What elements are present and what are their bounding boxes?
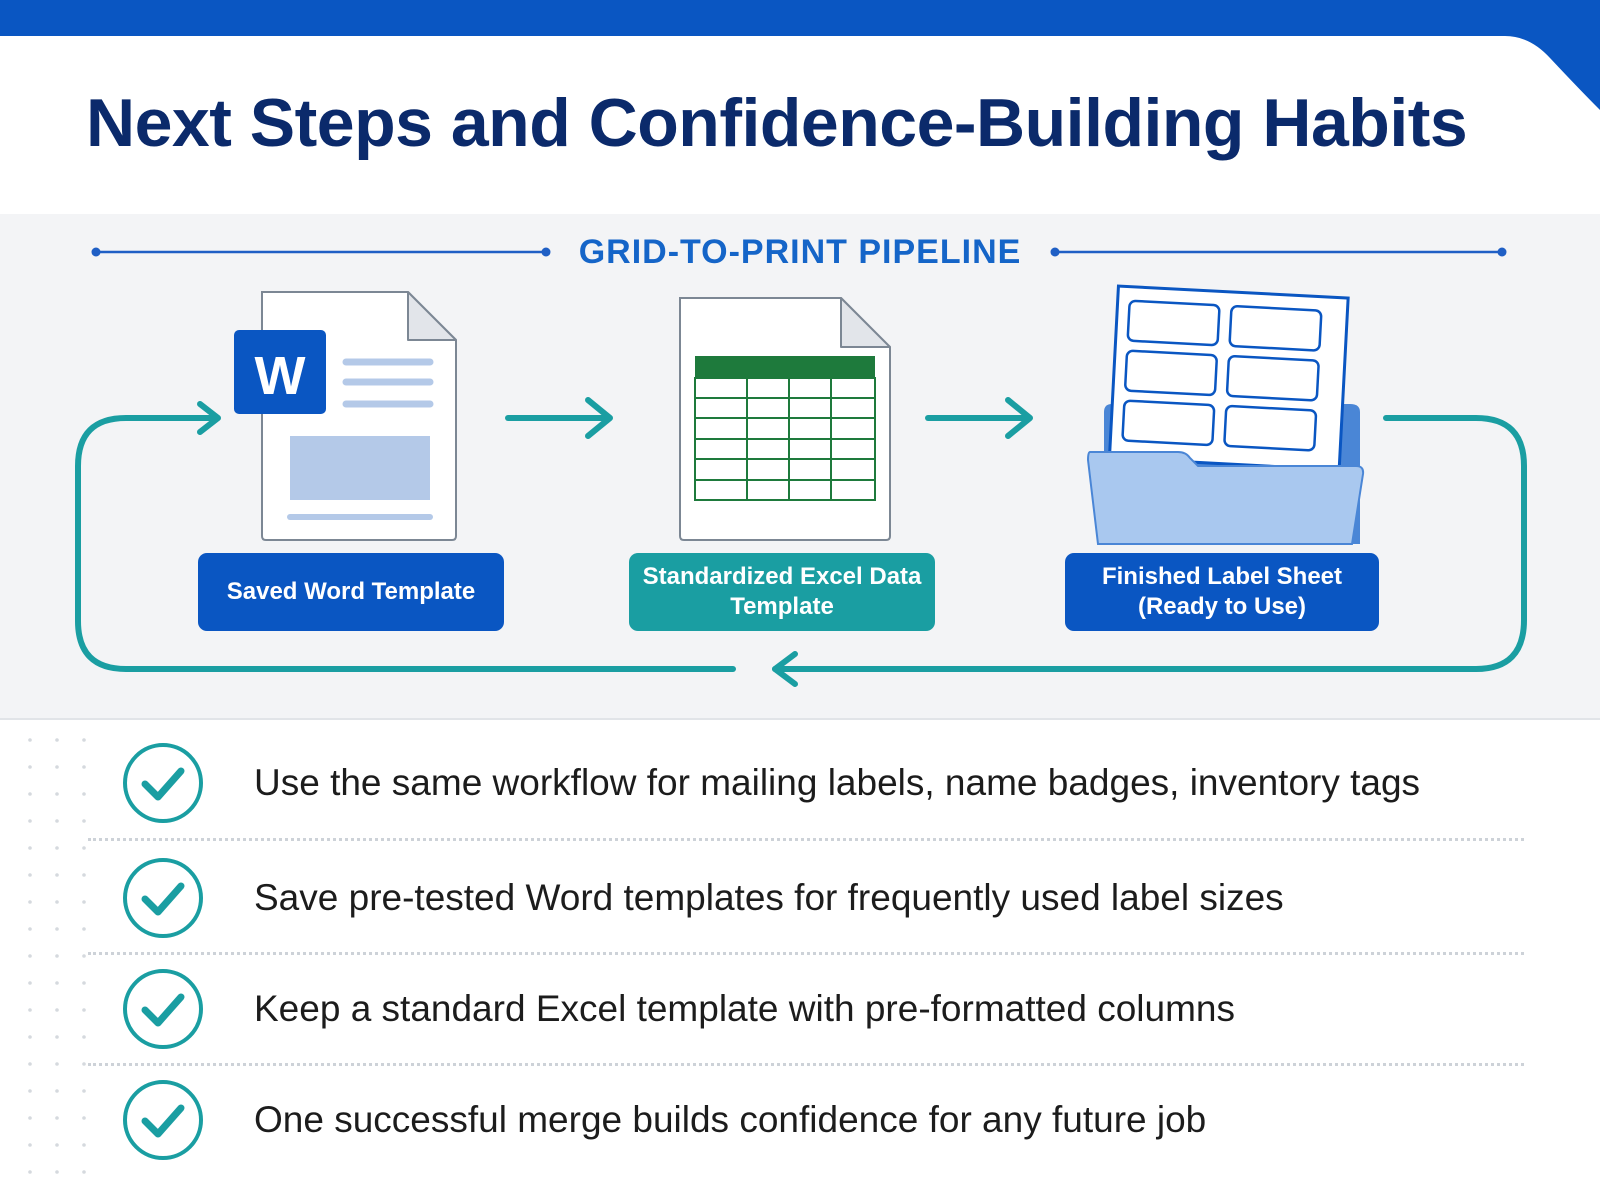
top-banner — [0, 0, 1600, 36]
habit-text: One successful merge builds confidence for any future job — [254, 1099, 1207, 1140]
stage-label-finished-sheet: Finished Label Sheet (Ready to Use) — [1065, 553, 1379, 631]
habit-text: Keep a standard Excel template with pre-formatted columns — [254, 988, 1235, 1029]
habit-item — [120, 1077, 1540, 1173]
checkmark-icon — [120, 855, 206, 941]
habit-text: Save pre-tested Word templates for frequently used label sizes — [254, 877, 1284, 918]
decorative-dot-grid — [26, 736, 96, 1176]
pipeline-heading: GRID-TO-PRINT PIPELINE — [578, 233, 1022, 271]
arrow-excel-to-labels — [928, 400, 1030, 436]
corner-accent — [1490, 0, 1600, 110]
excel-spreadsheet-icon — [680, 298, 890, 540]
checkmark-icon — [120, 740, 206, 826]
word-w-badge: W — [254, 346, 306, 406]
stage-label-excel-template: Standardized Excel Data Template — [629, 553, 935, 631]
arrow-word-to-excel — [508, 400, 610, 436]
habit-item — [120, 966, 1540, 1062]
row-divider — [88, 952, 1524, 955]
pipeline-diagram — [0, 214, 1600, 718]
checkmark-icon — [120, 966, 206, 1052]
habit-item — [120, 740, 1540, 836]
habit-text: Use the same workflow for mailing labels, name badges, inventory tags — [254, 762, 1421, 803]
page-title: Next Steps and Confidence-Building Habits — [86, 85, 1468, 161]
word-document-icon — [234, 292, 456, 540]
row-divider — [88, 838, 1524, 841]
label-sheet-folder-icon — [1088, 286, 1363, 544]
habit-item — [120, 855, 1540, 951]
stage-label-word-template: Saved Word Template — [198, 553, 504, 631]
row-divider — [88, 1063, 1524, 1066]
checkmark-icon — [120, 1077, 206, 1163]
